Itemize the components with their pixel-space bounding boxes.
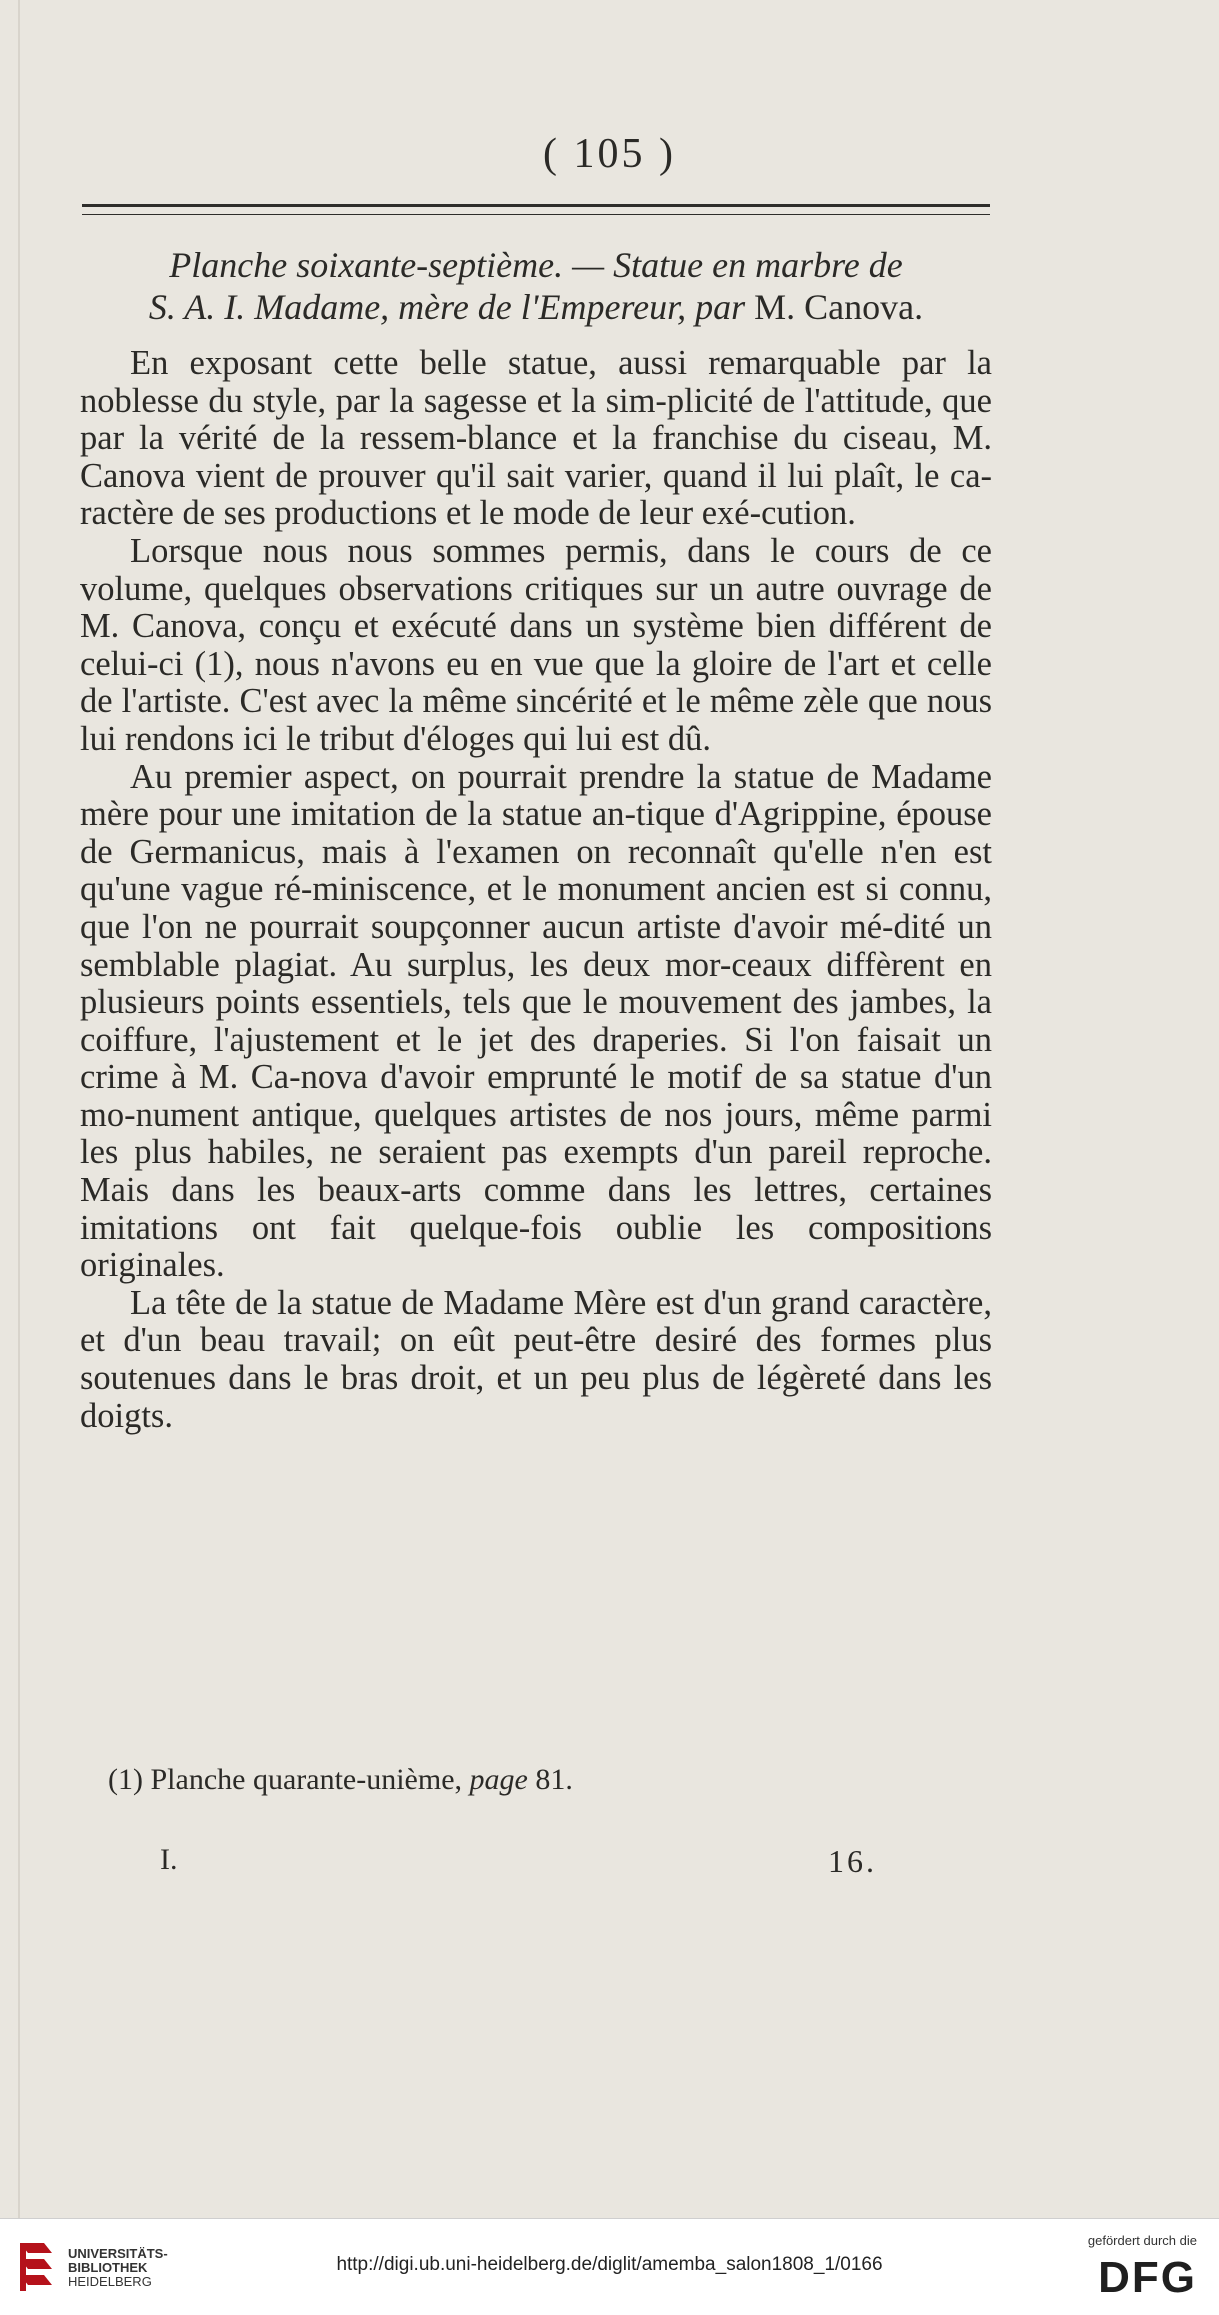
paragraph-1: En exposant cette belle statue, aussi remarquable par la noblesse du style, par la sagesse et la sim-plicité de l'attitude, que par la vérité de la ressem-blance et la franchise du ciseau, M. Canova vient de prouver qu'il sait varier, quand il lui plaît, le ca-ractère de ses productions et le mode de leur exé-cution. bbox=[80, 344, 992, 533]
dfg-logo[interactable]: DFG bbox=[1098, 2253, 1197, 2302]
footnote-page-word: page bbox=[469, 1763, 528, 1796]
plate-caption bbox=[82, 244, 990, 328]
viewer-footer bbox=[0, 2218, 1219, 2315]
body-text bbox=[80, 345, 992, 1435]
paragraph-4: La tête de la statue de Madame Mère est d'un grand caractère, et d'un beau travail; on eût peut-être desiré des formes plus soutenues dans le bras droit, et un peu plus de légèreté dans les doigts. bbox=[80, 1283, 992, 1435]
funded-by-label: gefördert durch die bbox=[1087, 2233, 1197, 2248]
page-number: ( 105 ) bbox=[543, 131, 676, 177]
header-rule-thick bbox=[82, 204, 990, 207]
paragraph-3: Au premier aspect, on pourrait prendre la statue de Madame mère pour une imitation de la statue an-tique d'Agrippine, épouse de Germanicus, mais à l'examen on reconnaît qu'elle n'en est qu'une vague ré-miniscence, et le monument ancien est si connu, que l'on ne pourrait soupçonner aucun artiste d'avoir mé-dité un semblable plagiat. Au surplus, les deux mor-ceaux diffèrent en plusieurs points essentiels, tels que le mouvement des jambes, la coiffure, l'ajustement et le jet des draperies. Si l'on faisait un crime à M. Ca-nova d'avoir emprunté le motif de sa statue d'un mo-nument antique, quelques artistes de nos jours, même parmi les plus habiles, ne seraient pas exempts d'un pareil reproche. Mais dans les beaux-arts comme dans les lettres, certaines imitations ont fait quelque-fois oublie les compositions originales. bbox=[80, 757, 992, 1285]
caption-line-2-author: M. Canova. bbox=[754, 287, 924, 327]
header-rule-thin bbox=[82, 214, 990, 215]
signature-gathering: 16. bbox=[828, 1843, 877, 1879]
library-name-line-3: HEIDELBERG bbox=[68, 2274, 152, 2289]
permalink-url[interactable]: http://digi.ub.uni-heidelberg.de/diglit/amemba_salon1808_1/0166 bbox=[336, 2254, 883, 2275]
footnote bbox=[108, 1763, 573, 1797]
signature-volume: I. bbox=[160, 1843, 178, 1876]
caption-line-2 bbox=[82, 286, 990, 328]
caption-line-2-italic: S. A. I. Madame, mère de l'Empereur, par bbox=[148, 287, 746, 327]
footnote-text: (1) Planche quarante-unième, bbox=[108, 1763, 463, 1796]
caption-line-1: Planche soixante-septième. — Statue en marbre de bbox=[169, 245, 903, 285]
library-name-line-1: UNIVERSITÄTS- bbox=[68, 2246, 168, 2261]
library-name-line-2: BIBLIOTHEK bbox=[68, 2260, 148, 2275]
footnote-page-number: 81. bbox=[535, 1763, 573, 1796]
paragraph-2: Lorsque nous nous sommes permis, dans le cours de ce volume, quelques observations critiques sur un autre ouvrage de M. Canova, conçu et exécuté dans un système bien différent de celui-ci (1), nous n'avons eu en vue que la gloire de l'art et celle de l'artiste. C'est avec la même sincérité et le même zèle que nous lui rendons ici le tribut d'éloges qui lui est dû. bbox=[80, 531, 992, 758]
